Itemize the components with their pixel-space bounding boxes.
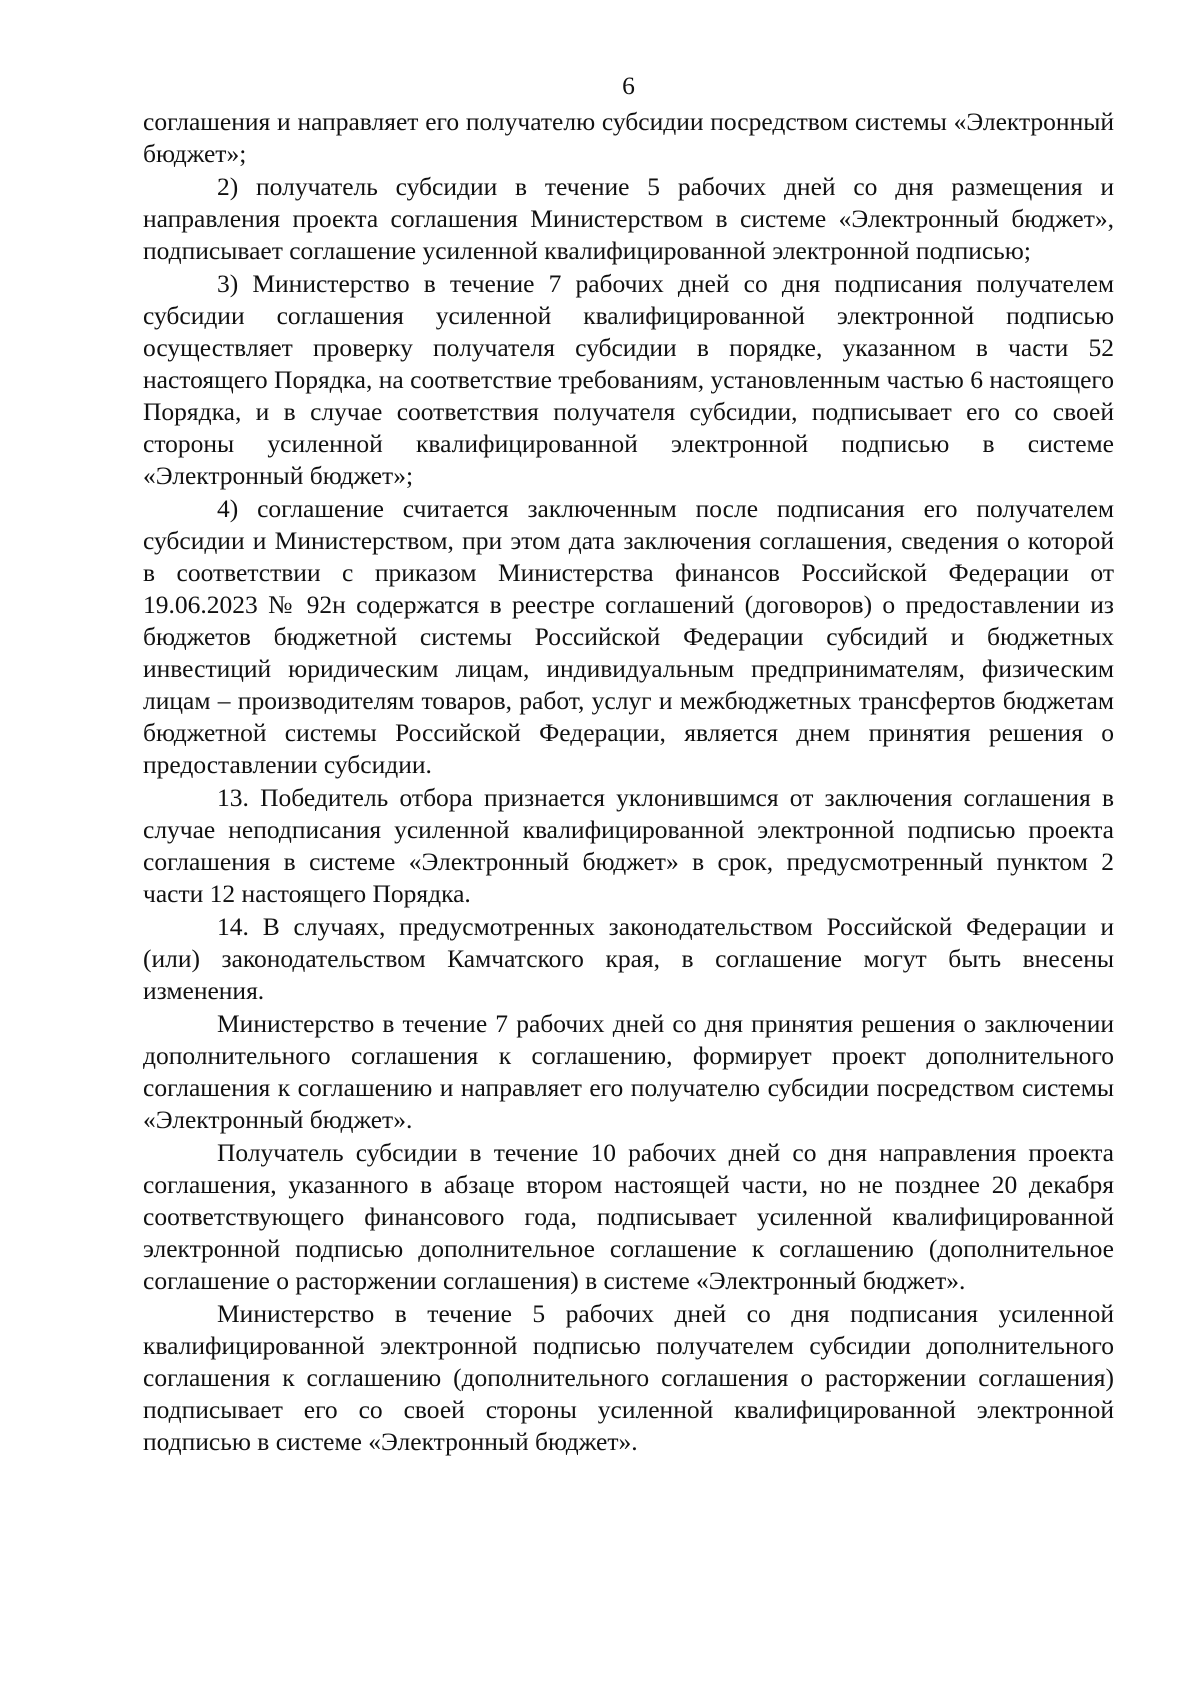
paragraph-item-2: 2) получатель субсидии в течение 5 рабочих дней со дня размещения и направления проекта соглашения Министерством в системе «Электронный бюджет», подписывает соглашение усиленной квалифицированной электронной подписью;: [143, 172, 1114, 265]
paragraph-ministry-draft: Министерство в течение 7 рабочих дней со дня принятия решения о заключении дополнительного соглашения к соглашению, формирует проект дополнительного соглашения к соглашению и направляет его получателю субсидии посредством системы «Электронный бюджет».: [143, 1009, 1114, 1134]
paragraph-ministry-signing: Министерство в течение 5 рабочих дней со дня подписания усиленной квалифицированной электронной подписью получателем субсидии дополнительного соглашения к соглашению (дополнительного соглашения о расторжении соглашения) подписывает его со своей стороны усиленной квалифицированной электронной подписью в системе «Электронный бюджет».: [143, 1299, 1114, 1456]
page-number: 6: [622, 71, 635, 100]
paragraph-item-3: 3) Министерство в течение 7 рабочих дней со дня подписания получателем субсидии соглашения усиленной квалифицированной электронной подписью осуществляет проверку получателя субсидии в порядке, указанном в части 52 настоящего Порядка, на соответствие требованиям, установленным частью 6 настоящего Порядка, и в случае соответствия получателя субсидии, подписывает его со своей стороны усиленной квалифицированной электронной подписью в системе «Электронный бюджет»;: [143, 269, 1114, 490]
paragraph-section-13: 13. Победитель отбора признается уклонившимся от заключения соглашения в случае неподписания усиленной квалифицированной электронной подписью проекта соглашения в системе «Электронный бюджет» в срок, предусмотренный пунктом 2 части 12 настоящего Порядка.: [143, 783, 1114, 908]
paragraph-recipient-signing: Получатель субсидии в течение 10 рабочих дней со дня направления проекта соглашения, указанного в абзаце втором настоящей части, но не позднее 20 декабря соответствующего финансового года, подписывает усиленной квалифицированной электронной подписью дополнительное соглашение к соглашению (дополнительное соглашение о расторжении соглашения) в системе «Электронный бюджет».: [143, 1138, 1114, 1295]
paragraph-continuation: соглашения и направляет его получателю субсидии посредством системы «Электронный бюджет»;: [143, 107, 1114, 168]
paragraph-section-14: 14. В случаях, предусмотренных законодательством Российской Федерации и (или) законодательством Камчатского края, в соглашение могут быть внесены изменения.: [143, 912, 1114, 1005]
paragraph-item-4: 4) соглашение считается заключенным после подписания его получателем субсидии и Министерством, при этом дата заключения соглашения, сведения о которой в соответствии с приказом Министерства финансов Российской Федерации от 19.06.2023 № 92н содержатся в реестре соглашений (договоров) о предоставлении из бюджетов бюджетной системы Российской Федерации субсидий и бюджетных инвестиций юридическим лицам, индивидуальным предпринимателям, физическим лицам – производителям товаров, работ, услуг и межбюджетных трансфертов бюджетам бюджетной системы Российской Федерации, является днем принятия решения о предоставлении субсидии.: [143, 494, 1114, 779]
